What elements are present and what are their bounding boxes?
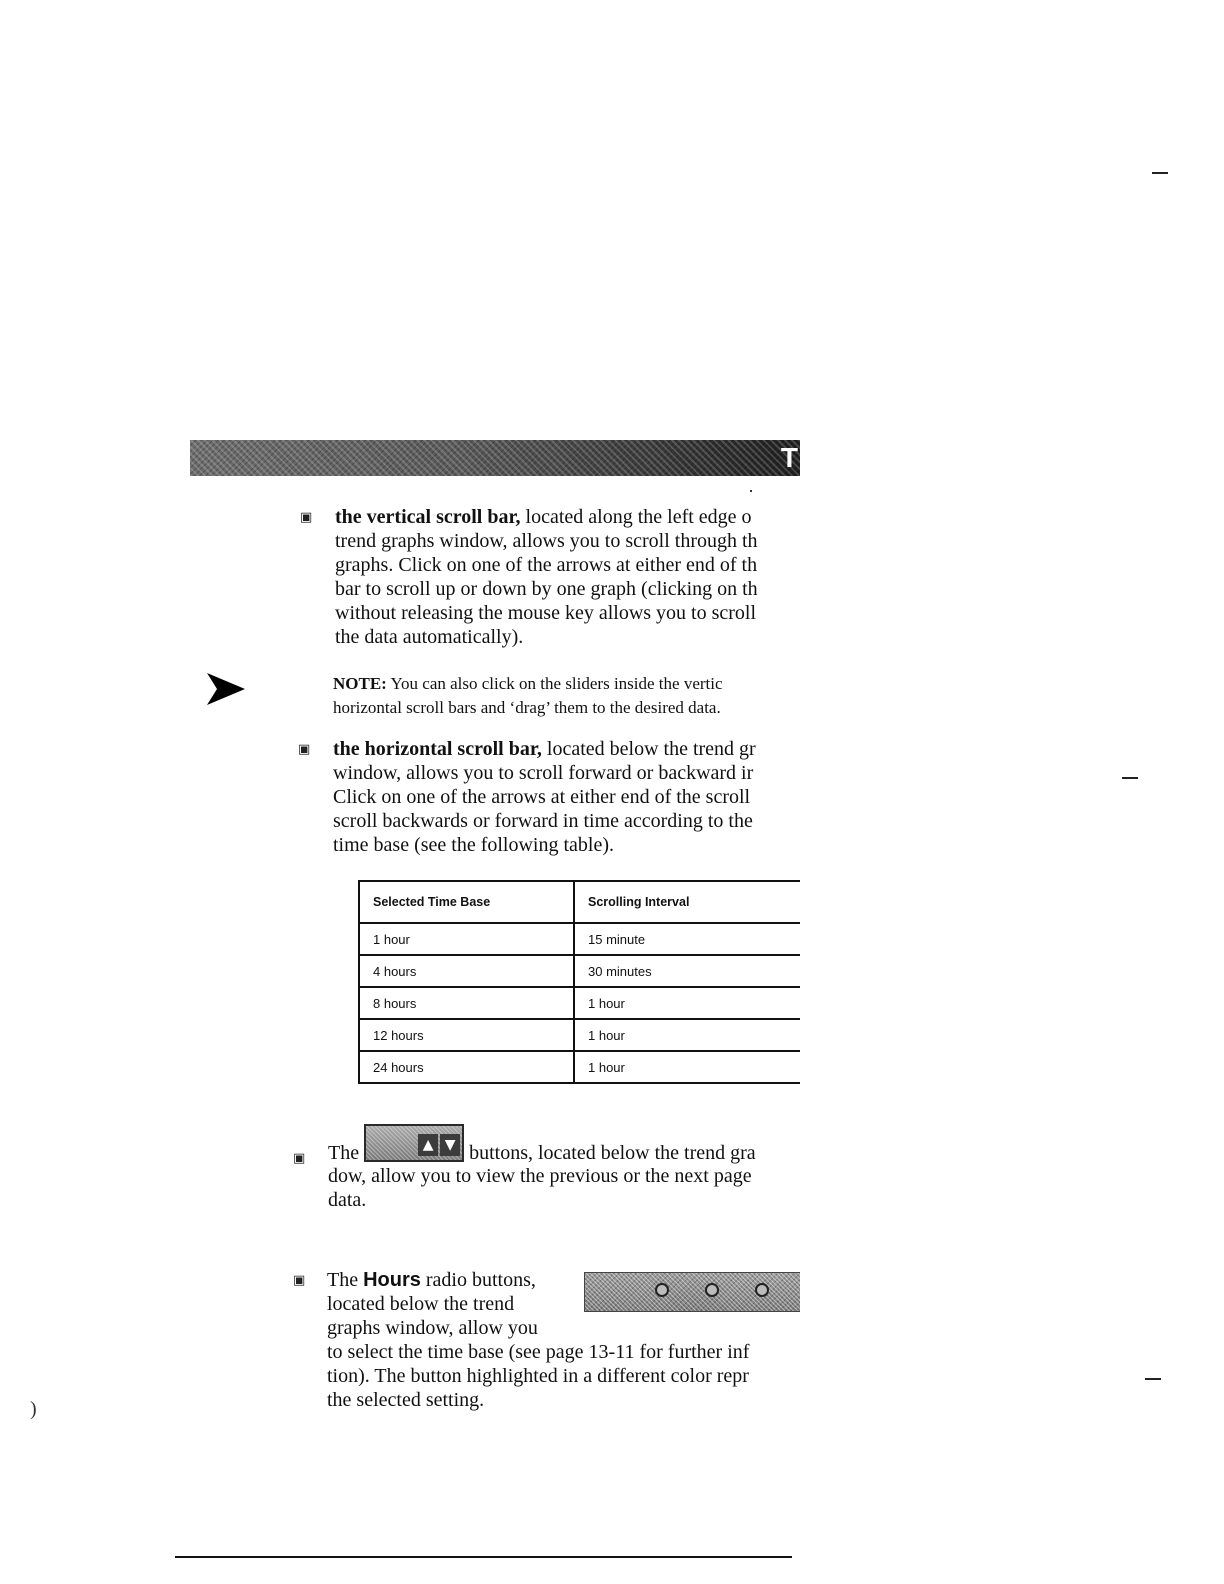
scan-margin-mark — [1145, 1378, 1161, 1380]
table-cell: 8 hours — [359, 987, 574, 1019]
radio-button-icon — [655, 1283, 669, 1297]
chapter-header-letter: T — [780, 442, 798, 473]
table-header-row — [359, 881, 800, 923]
page-buttons-paragraph: The ▲ ▼ buttons, located below the trend gra dow, allow you to view the previous or the next page data. — [328, 1124, 756, 1212]
vertical-scroll-term: the vertical scroll bar, — [335, 506, 521, 528]
table-cell: 1 hour — [574, 987, 800, 1019]
radio-button-icon — [755, 1283, 769, 1297]
square-bullet-icon: ▣ — [293, 1150, 306, 1165]
note-arrow-icon — [205, 671, 245, 707]
table-cell: 1 hour — [574, 1019, 800, 1051]
radio-button-icon — [705, 1283, 719, 1297]
scan-margin-mark — [1122, 777, 1138, 779]
table-cell: 24 hours — [359, 1051, 574, 1083]
table-cell: 15 minute — [574, 923, 800, 955]
table-header-cell: Scrolling Interval — [574, 881, 800, 923]
note-paragraph: NOTE: You can also click on the sliders inside the vertic horizontal scroll bars and ‘drag’ them to the desired data. — [333, 674, 723, 717]
page-down-arrow-icon: ▼ — [440, 1134, 460, 1156]
table-cell: 12 hours — [359, 1019, 574, 1051]
horizontal-scroll-term: the horizontal scroll bar, — [333, 738, 542, 760]
time-base-table — [358, 880, 800, 1084]
table-cell: 1 hour — [574, 1051, 800, 1083]
vertical-scroll-paragraph: the vertical scroll bar, located along the left edge o trend graphs window, allows you to scroll through th graphs. Click on one of the arrows at either end of th bar to scroll up or down by one graph (clicking on th without releasing the mouse key allows you to scroll the data automatically). — [335, 506, 758, 648]
table-row — [359, 955, 800, 987]
table-header-cell: Selected Time Base — [359, 881, 574, 923]
scan-margin-mark — [1152, 172, 1168, 174]
hours-keyword: Hours — [363, 1269, 421, 1291]
table-row — [359, 987, 800, 1019]
table-cell: 4 hours — [359, 955, 574, 987]
page-navigation-buttons-image — [364, 1124, 464, 1162]
footer-rule — [175, 1556, 792, 1558]
note-label: NOTE: — [333, 674, 387, 693]
table-cell: 1 hour — [359, 923, 574, 955]
square-bullet-icon: ▣ — [293, 1272, 306, 1287]
table-cell: 30 minutes — [574, 955, 800, 987]
table-row — [359, 1019, 800, 1051]
square-bullet-icon: ▣ — [300, 509, 313, 524]
scan-dot — [750, 490, 752, 492]
chapter-header-band — [190, 440, 800, 476]
square-bullet-icon: ▣ — [298, 741, 311, 756]
hours-radio-buttons-image — [584, 1272, 800, 1312]
horizontal-scroll-paragraph: the horizontal scroll bar, located below the trend gr window, allows you to scroll forward or backward ir Click on one of the arrows at either end of the scroll scroll backwards or forward in time according to the time base (see the following table). — [333, 738, 756, 856]
scan-bracket-mark: ) — [30, 1398, 37, 1420]
table-row — [359, 1051, 800, 1083]
table-row — [359, 923, 800, 955]
page-up-arrow-icon: ▲ — [418, 1134, 438, 1156]
hours-paragraph: The Hours radio buttons, located below the trend graphs window, allow you to select the time base (see page 13-11 for further inf tion). The button highlighted in a different color repr the selected setting. — [327, 1269, 750, 1411]
